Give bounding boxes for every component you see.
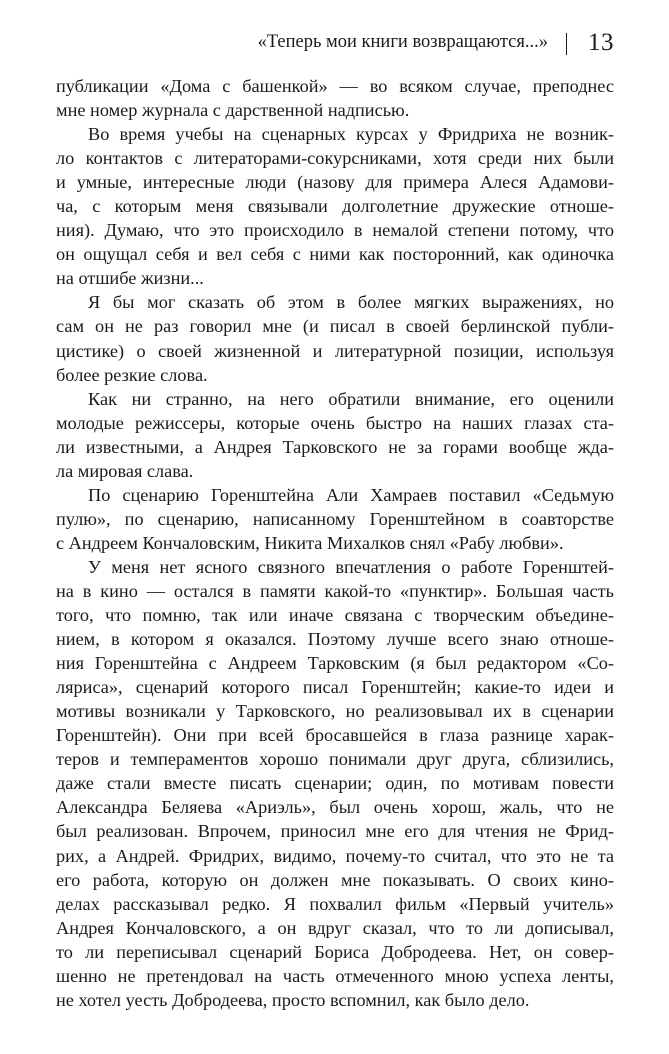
text-line: Во время учебы на сценарных курсах у Фридриха не возник- [88, 124, 614, 145]
header-divider [566, 33, 567, 55]
body-text [56, 74, 614, 1012]
text-line: По сценарию Горенштейна Али Хамраев поставил «Седьмую [88, 484, 614, 505]
text-line: мотивы возникали у Тарковского, но реализовывал их в сценарии [56, 701, 614, 722]
page-number: 13 [588, 29, 614, 56]
text-line: рих, а Андрей. Фридрих, видимо, почему-то считал, что это не та [56, 845, 614, 866]
text-line: ния Горенштейна с Андреем Тарковским (я был редактором «Со- [56, 653, 614, 674]
text-line: на отшибе жизни... [56, 268, 204, 289]
text-line: Андрея Кончаловского, а он вдруг сказал, что то ли дописывал, [56, 917, 614, 938]
text-line: даже стали вместе писать сценарии; один, по мотивам повести [56, 773, 614, 794]
text-line: Я бы мог сказать об этом в более мягких выражениях, но [88, 292, 614, 313]
text-line: шенно не претендовал на часть отмеченного мною успеха ленты, [56, 965, 614, 986]
text-line: ли известными, а Андрея Тарковского не за горами вообще ждa- [56, 436, 614, 457]
text-line: ча, с которым меня связывали долголетние дружеские отноше- [56, 196, 614, 217]
text-line: не хотел уесть Добродеева, просто вспомнил, как было дело. [56, 989, 530, 1010]
text-line: мне номер журнала с дарственной надписью. [56, 100, 410, 121]
text-line: ляриса», сценарий которого писал Горенштейн; какие-то идеи и [56, 677, 614, 698]
paragraph [56, 387, 614, 483]
page-header [56, 30, 614, 60]
text-line: ло контактов с литераторами-сокурсниками, хотя среди них были [56, 148, 614, 169]
text-line: он ощущал себя и вел себя с ними как посторонний, как одиночка [56, 244, 614, 265]
text-line: то ли переписывал сценарий Бориса Добродеева. Нет, он совер- [56, 941, 614, 962]
text-line: того, что помню, так или иначе связана с творческим объедине- [56, 605, 614, 626]
text-line: ла мировая слава. [56, 460, 194, 481]
text-line: цистике) о своей жизненной и литературной позиции, используя [56, 340, 614, 361]
running-title: «Теперь мои книги возвращаются...» [257, 32, 548, 52]
text-line: Как ни странно, на него обратили внимание, его оценили [88, 388, 614, 409]
text-line: молодые режиссеры, которые очень быстро на наших глазах ста- [56, 412, 614, 433]
text-line: У меня нет ясного связного впечатления о работе Горенштей- [88, 556, 614, 577]
text-line: более резкие слова. [56, 364, 208, 385]
text-line: сам он не раз говорил мне (и писал в своей берлинской публи- [56, 316, 614, 337]
text-line: нием, в котором я оказался. Поэтому лучше всего знаю отноше- [56, 629, 614, 650]
text-line: теров и темпераментов хорошо понимали друг друга, сблизились, [56, 749, 614, 770]
text-line: делах рассказывал редко. Я похвалил фильм «Первый учитель» [56, 893, 614, 914]
paragraph [56, 555, 614, 1012]
paragraph [56, 483, 614, 555]
text-line: его работа, которую он должен мне показывать. О своих кино- [56, 869, 614, 890]
text-line: и умные, интересные люди (назову для примера Алеся Адамови- [56, 172, 614, 193]
text-line: Александра Беляева «Ариэль», был очень хорош, жаль, что не [56, 797, 614, 818]
text-line: был реализован. Впрочем, приносил мне его для чтения не Фрид- [56, 821, 614, 842]
text-line: пулю», по сценарию, написанному Горенштейном в соавторстве [56, 508, 614, 529]
text-line: Горенштейн). Они при всей бросавшейся в глаза разнице харак- [56, 725, 614, 746]
text-line: ния). Думаю, что это происходило в немалой степени потому, что [56, 220, 614, 241]
text-line: с Андреем Кончаловским, Никита Михалков снял «Рабу любви». [56, 532, 564, 553]
paragraph [56, 74, 614, 122]
text-line: публикации «Дома с башенкой» — во всяком случае, преподнес [56, 76, 614, 96]
paragraph [56, 122, 614, 290]
paragraph [56, 290, 614, 386]
text-line: на в кино — остался в памяти какой-то «пунктир». Большая часть [56, 580, 614, 601]
